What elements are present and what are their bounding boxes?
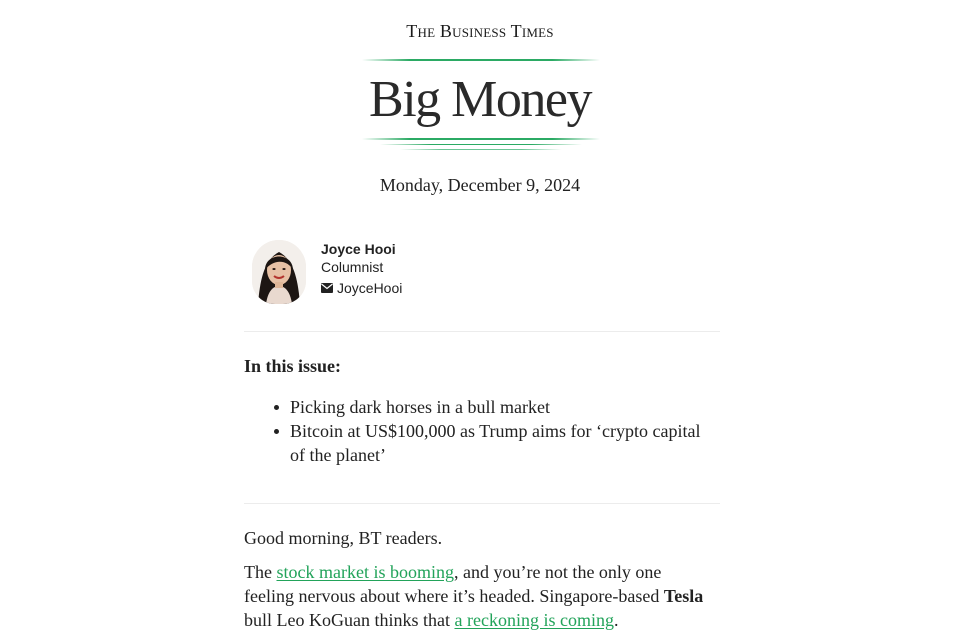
author-email-link[interactable] xyxy=(321,280,402,296)
body-paragraph xyxy=(244,560,714,632)
issue-list xyxy=(272,395,712,467)
masthead-rule-bottom-3 xyxy=(400,149,562,150)
author-portrait-icon xyxy=(252,240,306,304)
author-handle: JoyceHooi xyxy=(337,280,403,296)
masthead-rule-bottom-2 xyxy=(380,144,582,145)
author-card xyxy=(252,240,712,310)
body-text: The xyxy=(244,562,277,582)
body-bold-tesla: Tesla xyxy=(663,586,704,606)
link-stock-market-booming[interactable]: stock market is booming xyxy=(276,562,454,582)
issue-date: Monday, December 9, 2024 xyxy=(379,175,581,195)
issue-item-dark-horses: Picking dark horses in a bull market xyxy=(272,395,712,419)
masthead-rule-bottom xyxy=(362,138,600,140)
author-name[interactable]: Joyce Hooi xyxy=(321,241,396,257)
publisher-logo[interactable]: The Business Times xyxy=(406,21,554,41)
newsletter-title: Big Money xyxy=(369,71,591,128)
body-text: , and you’re not the only one feeling nervous about where it’s headed. Singapore-based xyxy=(244,562,664,606)
divider xyxy=(244,331,720,332)
body-text: . xyxy=(613,610,619,630)
avatar[interactable] xyxy=(252,240,306,304)
issue-heading: In this issue: xyxy=(244,356,342,376)
link-reckoning-coming[interactable]: a reckoning is coming xyxy=(454,610,614,630)
divider xyxy=(244,503,720,504)
masthead-rule-top xyxy=(362,59,600,61)
author-role: Columnist xyxy=(321,259,384,275)
body-text: bull Leo KoGuan thinks that xyxy=(244,610,455,630)
mail-icon xyxy=(321,283,333,293)
greeting: Good morning, BT readers. xyxy=(244,528,443,548)
issue-item-bitcoin: Bitcoin at US$100,000 as Trump aims for ‘crypto capital of the planet’ xyxy=(272,419,712,467)
